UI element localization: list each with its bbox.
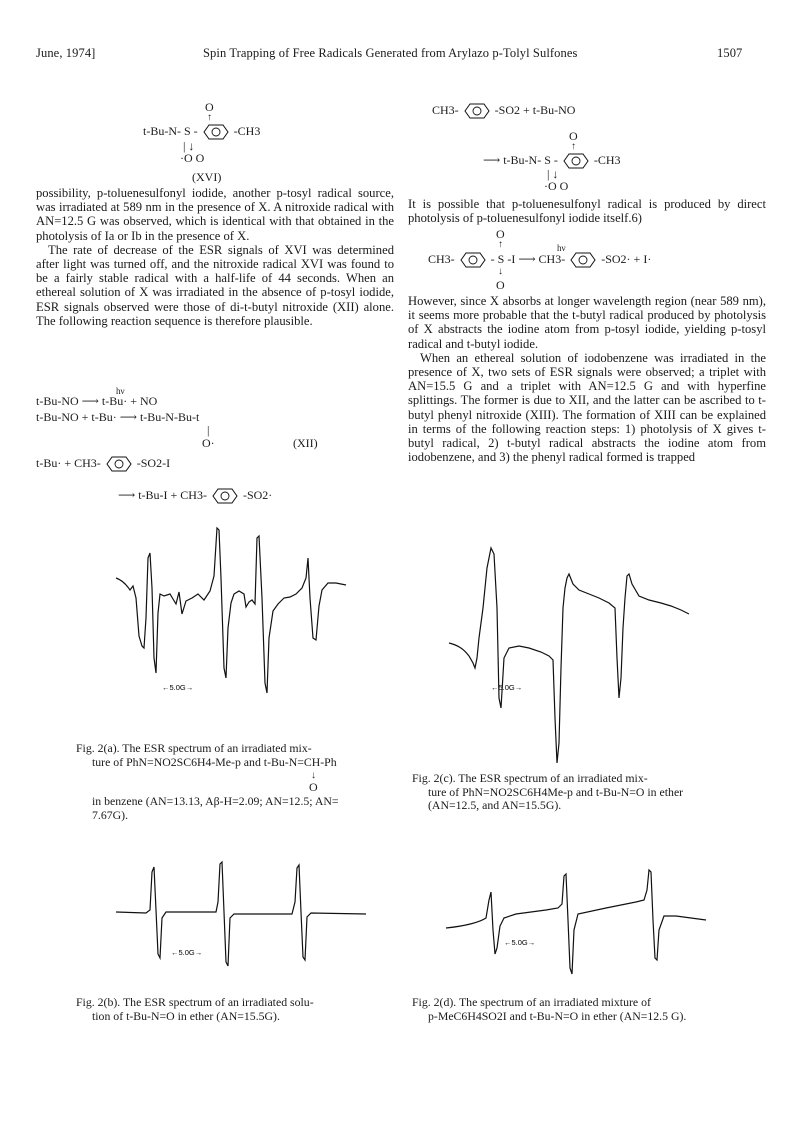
reaction-2-left: t-Bu-NO + t-Bu· — [36, 410, 117, 424]
right-column-text — [408, 294, 766, 464]
right-prod-top-o: O — [569, 129, 578, 143]
esr-spectrum-b — [116, 862, 366, 982]
caption-2c-line3: (AN=12.5, and AN=15.5G). — [428, 798, 562, 813]
right-prod-arrow-up: ↑ — [571, 141, 576, 152]
xvi-bottom: ·O O — [180, 151, 205, 165]
photolysis-hv: hν — [557, 243, 566, 253]
caption-2d-line2: p-MeC6H4SO2I and t-Bu-N=O in ether (AN=12.5 G). — [428, 1008, 687, 1023]
reaction-2: t-Bu-NO + t-Bu· ⟶ t-Bu-N-Bu-t — [36, 410, 200, 424]
caption-2a-tail — [92, 795, 402, 822]
scale-bar-a: ←5.0G→ — [162, 683, 194, 692]
benzene-ring-icon — [207, 488, 243, 504]
caption-fig-2d — [412, 996, 772, 1023]
caption-2a-arrow: ↓ — [311, 770, 316, 781]
benzene-ring-icon — [198, 124, 234, 140]
right-paragraph-2: However, since X absorbs at longer wavelength region (near 589 nm), it seems more probable that the t-butyl radical produced by photolysis of X abstracts the iodine atom from p-tosyl iodide, yielding p-tosyl radical and t-butyl iodide. — [408, 294, 766, 351]
reaction-3-left: t-Bu· + CH3- — [36, 456, 101, 470]
scale-bar-d: ←5.0G→ — [504, 938, 536, 947]
caption-2d-line1: Fig. 2(d). The spectrum of an irradiated mixture of — [412, 995, 651, 1009]
photolysis-o: O — [496, 227, 505, 241]
xvi-mid: | ↓ — [183, 139, 195, 153]
photolysis-mid: - S -I — [490, 252, 516, 266]
caption-2a-line2: ture of PhN=NO2SC6H4-Me-p and t-Bu-N=CH-Ph — [92, 754, 337, 769]
esr-spectrum-a — [116, 528, 346, 708]
spectrum-trace-b — [116, 862, 366, 966]
reaction-1-hv: hν — [116, 386, 125, 396]
reaction-4: ⟶ t-Bu-I + CH3- -SO2· — [118, 488, 272, 504]
photolysis-right-1: CH3- — [538, 252, 566, 266]
reaction-1-left: t-Bu-NO — [36, 394, 79, 408]
reaction-2-o: O· — [202, 436, 215, 450]
spectrum-trace-c — [449, 548, 689, 763]
benzene-ring-icon — [558, 153, 594, 169]
right-eq-1-right: -SO2 + t-Bu-NO — [494, 103, 576, 117]
xvi-arrow-up: ↑ — [207, 112, 212, 123]
reaction-1: t-Bu-NO ⟶ t-Bu· + NO — [36, 394, 158, 408]
scale-bar-c: ←5.0G→ — [491, 683, 523, 692]
left-paragraph-1: possibility, p-toluenesulfonyl iodide, another p-tosyl radical source, was irradiated at 589 nm in the presence of X. A nitroxide radical with AN=12.5 G was observed, which is identical with that obtained in the photolysis of Ia or Ib in the presence of X. — [36, 186, 394, 243]
photolysis-line: CH3- - S -I ⟶ CH3- -SO2· + I· — [428, 252, 651, 268]
esr-spectrum-c — [449, 548, 689, 768]
reaction-2-label: (XII) — [293, 436, 318, 450]
spectrum-trace-d — [446, 870, 706, 974]
reaction-2-right: t-Bu-N-Bu-t — [139, 410, 200, 424]
benzene-ring-icon — [455, 252, 491, 268]
right-prod-right: -CH3 — [593, 153, 621, 167]
caption-fig-2a — [76, 742, 401, 769]
right-paragraph-3: When an ethereal solution of iodobenzene was irradiated in the presence of X, two sets of ESR signals were observed; a triplet with AN=15.5 G and a triplet with AN=12.5 G and with hyperfine splittings. The former is due to XII, and the latter can be ascribed to t-butyl phenyl nitroxide (XIII). The formation of XIII can be explained in terms of the following reaction steps: 1) photolysis of X gives t-butyl radical, 2) t-butyl radical abstracts the iodine atom from iodobenzene, and 3) the phenyl radical formed is trapped — [408, 350, 766, 465]
scale-bar-b: ←5.0G→ — [171, 948, 203, 957]
spectrum-trace-a — [116, 528, 346, 693]
photolysis-arrow-down: ↓ — [498, 266, 503, 277]
caption-2a-o: O — [309, 780, 318, 794]
caption-2a-line4: 7.67G). — [92, 807, 129, 822]
running-title: Spin Trapping of Free Radicals Generated from Arylazo p-Tolyl Sulfones — [203, 46, 578, 60]
xvi-left: t-Bu-N- S - — [143, 124, 198, 138]
xvi-label: (XVI) — [192, 170, 222, 184]
esr-spectrum-d — [446, 870, 706, 985]
caption-2a-line3: in benzene (AN=13.13, Aβ-H=2.09; AN=12.5; AN= — [92, 794, 339, 808]
photolysis-right-2: -SO2· + I· — [601, 252, 652, 266]
benzene-ring-icon — [565, 252, 601, 268]
photolysis-arrow-up: ↑ — [498, 239, 503, 250]
page-number: 1507 — [717, 46, 743, 60]
left-column-text — [36, 186, 394, 328]
reaction-4-right: t-Bu-I + CH3- — [138, 488, 207, 502]
right-prod-bottom: ·O O — [544, 179, 569, 193]
benzene-ring-icon — [101, 456, 137, 472]
caption-fig-2c — [412, 772, 772, 813]
benzene-ring-icon — [459, 103, 495, 119]
running-date: June, 1974] — [36, 46, 96, 60]
caption-2b-line2: tion of t-Bu-N=O in ether (AN=15.5G). — [92, 1008, 280, 1023]
reaction-3-right: -SO2-I — [136, 456, 171, 470]
right-eq-1 — [432, 103, 575, 119]
caption-2c-line1: Fig. 2(c). The ESR spectrum of an irradiated mix- — [412, 771, 648, 785]
caption-2c-line2: ture of PhN=NO2SC6H4Me-p and t-Bu-N=O in ether — [428, 784, 684, 799]
reaction-3 — [36, 456, 170, 472]
reaction-2-bar: | — [207, 423, 210, 437]
right-paragraph-1: It is possible that p-toluenesulfonyl radical is produced by direct photolysis of p-toluenesulfonyl iodide itself.6) — [408, 197, 766, 226]
xvi-top-o: O — [205, 100, 214, 114]
reaction-1-right: t-Bu· + NO — [101, 394, 158, 408]
caption-2b-line1: Fig. 2(b). The ESR spectrum of an irradiated solu- — [76, 995, 314, 1009]
right-prod-left: t-Bu-N- S - — [503, 153, 558, 167]
caption-fig-2b — [76, 996, 401, 1023]
photolysis-left: CH3- — [428, 252, 455, 266]
caption-2a-line1: Fig. 2(a). The ESR spectrum of an irradiated mix- — [76, 741, 312, 755]
left-paragraph-2: The rate of decrease of the ESR signals of XVI was determined after light was turned off, and the nitroxide radical XVI was found to be a fairly stable radical with a half-life of 44 seconds. When an ethereal solution of X was irradiated in the absence of p-tosyl iodide, ESR signals observed were those of di-t-butyl nitroxide (XII) alone. The following reaction sequence is therefore plausible. — [36, 242, 394, 328]
right-prod-line: ⟶ t-Bu-N- S - -CH3 — [483, 153, 621, 169]
right-eq-1-left: CH3- — [432, 103, 459, 117]
reaction-4-end: -SO2· — [242, 488, 273, 502]
photolysis-o2: O — [496, 278, 505, 292]
xvi-main-line — [143, 124, 260, 140]
right-prod-mid: | ↓ — [547, 167, 559, 181]
xvi-right: -CH3 — [233, 124, 261, 138]
